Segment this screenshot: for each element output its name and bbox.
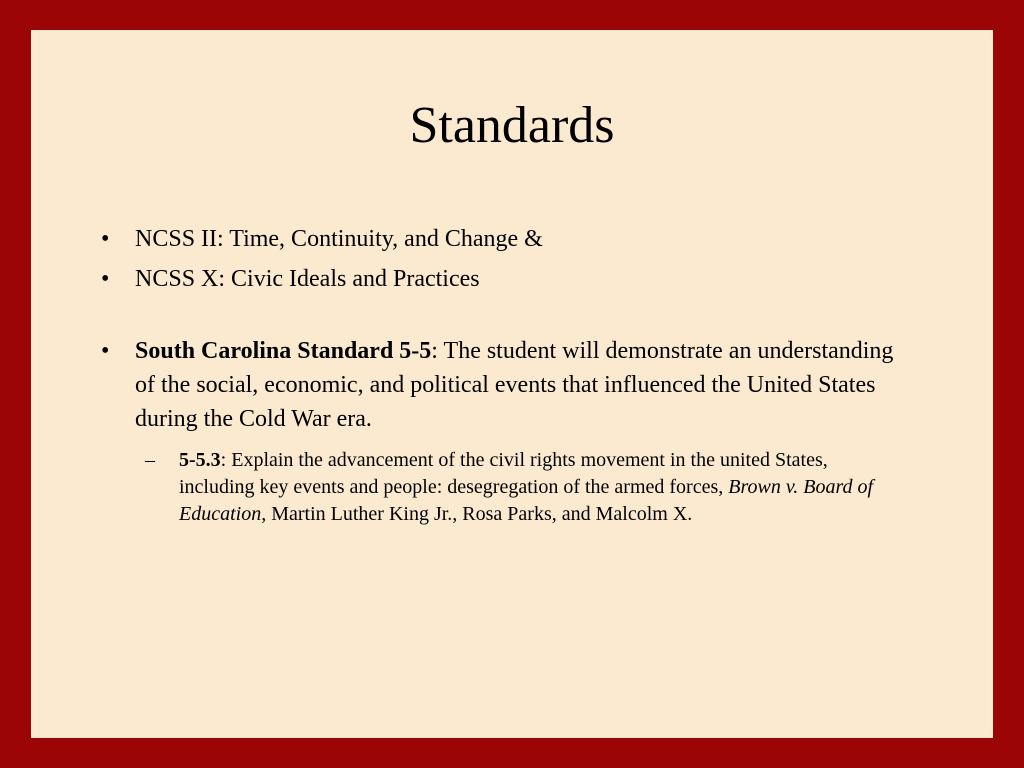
case-name: Brown v. Board of Education, [179, 476, 874, 525]
standard-code: South Carolina Standard 5-5 [135, 338, 432, 364]
bullet-marker: • [101, 266, 110, 292]
bullet-sc-standard [96, 334, 916, 436]
bullet-ncss-ii [96, 222, 916, 256]
sub-bullet-5-5-3 [145, 447, 916, 528]
bullet-text: NCSS X: Civic Ideals and Practices [135, 266, 480, 292]
sub-standard-code: 5-5.3 [179, 449, 221, 471]
bullet-marker: • [101, 226, 110, 252]
sub-bullet-text: : Explain the advancement of the civil rights movement in the united States, including key events and people: desegregation of the armed forces, [179, 449, 828, 498]
sub-bullet-text-end: Martin Luther King Jr., Rosa Parks, and Malcolm X. [266, 503, 693, 525]
bullet-text: : The student will demonstrate an understanding of the social, economic, and political events that influenced the United States during the Cold War era. [135, 338, 894, 432]
slide-content [96, 222, 916, 528]
slide-title: Standards [409, 97, 615, 154]
bullet-marker: • [101, 338, 110, 364]
bullet-ncss-x [96, 262, 916, 296]
sub-bullet-marker: – [145, 449, 155, 471]
bullet-text: NCSS II: Time, Continuity, and Change & [135, 226, 543, 252]
